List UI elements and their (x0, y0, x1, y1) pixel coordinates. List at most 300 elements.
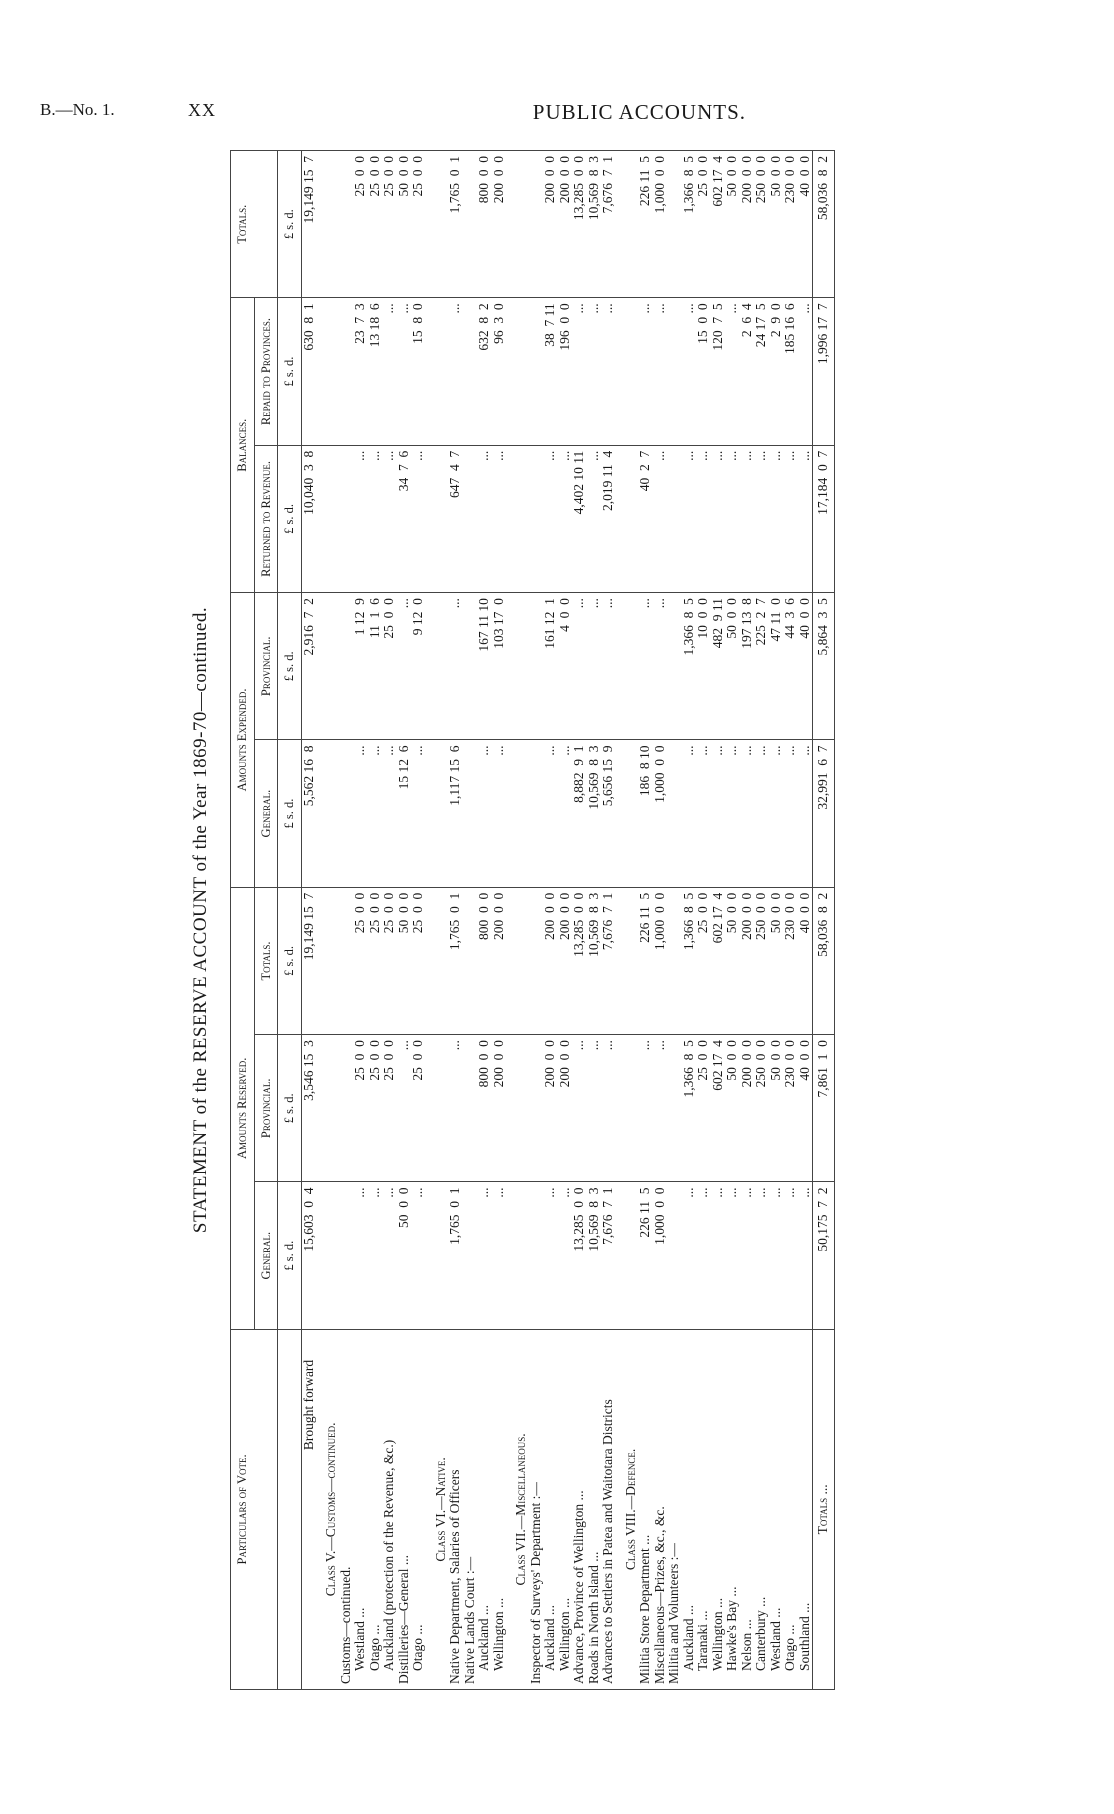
table-row (558, 151, 573, 1690)
vote-particulars: Brought forward (301, 1329, 316, 1689)
amount-cell (339, 298, 354, 445)
amount-cell: ... (477, 445, 492, 592)
amount-cell: 50 0 0 (769, 1035, 784, 1182)
amount-cell: ... (769, 1182, 784, 1329)
expended-header: Amounts Expended. (231, 593, 255, 888)
amount-cell: 200 0 0 (543, 151, 558, 298)
amount-cell: ... (492, 1182, 507, 1329)
amount-cell: ... (572, 298, 587, 445)
amount-cell: 50 0 0 (725, 593, 740, 740)
amount-cell: 230 0 0 (783, 1035, 798, 1182)
amount-cell: 186 8 10 (638, 740, 653, 887)
reserved-totals-header: Totals. (254, 887, 278, 1034)
amount-cell: 185 16 6 (783, 298, 798, 445)
vote-particulars: Distilleries—General ... (397, 1329, 412, 1689)
amount-cell (667, 445, 682, 592)
amount-cell: 38 7 11 (543, 298, 558, 445)
amount-cell: 25 0 0 (411, 151, 426, 298)
amount-cell: 1,000 0 0 (653, 887, 668, 1034)
statement-title: STATEMENT of the RESERVE ACCOUNT of the Year 1869-70—continued. (190, 606, 211, 1234)
vote-particulars: Hawke's Bay ... (725, 1329, 740, 1689)
amount-cell: 15 8 0 (411, 298, 426, 445)
amount-cell: 800 0 0 (477, 1035, 492, 1182)
amount-cell: ... (397, 593, 412, 740)
report-reference: B.—No. 1. (40, 100, 115, 119)
vote-particulars: Advance, Province of Wellington ... (572, 1329, 587, 1689)
amount-cell: 2 9 0 (769, 298, 784, 445)
amount-cell: 50 0 0 (397, 151, 412, 298)
amount-cell: ... (682, 298, 697, 445)
totals-label: Totals ... (813, 1329, 835, 1689)
returned-header: Returned to Revenue. (254, 445, 278, 592)
table-row (368, 151, 383, 1690)
table-row (769, 151, 784, 1690)
amount-cell: ... (601, 298, 616, 445)
amount-cell: 25 0 0 (368, 151, 383, 298)
amount-cell: 647 4 7 (448, 445, 463, 592)
amount-cell: 4 0 0 (558, 593, 573, 740)
amount-cell: 25 0 0 (368, 887, 383, 1034)
amount-cell: 226 11 5 (638, 151, 653, 298)
table-row (696, 151, 711, 1690)
amount-cell: ... (740, 445, 755, 592)
amount-cell (339, 740, 354, 887)
amount-cell (529, 740, 544, 887)
amount-cell: 800 0 0 (477, 151, 492, 298)
amount-cell: 25 0 0 (696, 151, 711, 298)
amount-cell: 225 2 7 (754, 593, 769, 740)
class-heading-row (616, 151, 639, 1690)
amount-cell: ... (769, 740, 784, 887)
amount-cell (463, 1035, 478, 1182)
amount-cell: 13,285 0 0 (572, 1182, 587, 1329)
amount-cell (426, 887, 449, 1034)
amount-cell: ... (653, 1035, 668, 1182)
table-row (682, 151, 697, 1690)
amount-cell: ... (754, 740, 769, 887)
amount-cell: 200 0 0 (740, 887, 755, 1034)
amount-cell: 24 17 5 (754, 298, 769, 445)
amount-cell (667, 1035, 682, 1182)
amount-cell: ... (587, 298, 602, 445)
amount-cell: 40 0 0 (798, 593, 813, 740)
amount-cell: 602 17 4 (711, 887, 726, 1034)
amount-cell: ... (382, 740, 397, 887)
amount-cell (616, 1035, 639, 1182)
amount-cell: ... (477, 1182, 492, 1329)
amount-cell: ... (653, 298, 668, 445)
vote-particulars: Westland ... (353, 1329, 368, 1689)
amount-cell: ... (368, 1182, 383, 1329)
totals-cell: 1,996 17 7 (813, 298, 835, 445)
amount-cell: 230 0 0 (783, 151, 798, 298)
vote-particulars: Class VI.—Native. (426, 1329, 449, 1689)
amount-cell: 200 0 0 (543, 887, 558, 1034)
amount-cell (616, 298, 639, 445)
vote-particulars: Roads in North Island ... (587, 1329, 602, 1689)
amount-cell: ... (587, 445, 602, 592)
amount-cell (339, 151, 354, 298)
amount-cell (529, 887, 544, 1034)
amount-cell: 13,285 0 0 (572, 151, 587, 298)
amount-cell: 200 0 0 (740, 151, 755, 298)
amount-cell (463, 298, 478, 445)
amount-cell: ... (711, 1182, 726, 1329)
vote-particulars: Native Department, Salaries of Officers (448, 1329, 463, 1689)
amount-cell (529, 1035, 544, 1182)
table-row (382, 151, 397, 1690)
vote-particulars: Taranaki ... (696, 1329, 711, 1689)
amount-cell: ... (558, 1182, 573, 1329)
amount-cell: ... (492, 445, 507, 592)
amount-cell: ... (448, 593, 463, 740)
amount-cell: 1 12 9 (353, 593, 368, 740)
amount-cell: 15 12 6 (397, 740, 412, 887)
amount-cell (339, 593, 354, 740)
amount-cell: ... (682, 740, 697, 887)
vote-particulars: Auckland ... (682, 1329, 697, 1689)
amount-cell: 4,402 10 11 (572, 445, 587, 592)
amount-cell: ... (783, 1182, 798, 1329)
amount-cell: 3,546 15 3 (301, 1035, 316, 1182)
amount-cell: ... (725, 298, 740, 445)
amount-cell: 19,149 15 7 (301, 151, 316, 298)
vote-particulars: Auckland ... (543, 1329, 558, 1689)
amount-cell: 7,676 7 1 (601, 151, 616, 298)
amount-cell: ... (601, 593, 616, 740)
repaid-header: Repaid to Provinces. (254, 298, 278, 445)
totals-cell: 50,175 7 2 (813, 1182, 835, 1329)
amount-cell: ... (711, 740, 726, 887)
table-row (339, 151, 354, 1690)
amount-cell (616, 887, 639, 1034)
table-row (411, 151, 426, 1690)
amount-cell: 250 0 0 (754, 151, 769, 298)
amount-cell (529, 445, 544, 592)
vote-particulars: Miscellaneous—Prizes, &c., &c. (653, 1329, 668, 1689)
amount-cell: 7,676 7 1 (601, 887, 616, 1034)
amount-cell: 1,366 8 5 (682, 1035, 697, 1182)
vote-particulars: Canterbury ... (754, 1329, 769, 1689)
amount-cell (616, 740, 639, 887)
amount-cell (616, 445, 639, 592)
amount-cell (316, 1182, 339, 1329)
amount-cell: 250 0 0 (754, 1035, 769, 1182)
table-row (353, 151, 368, 1690)
amount-cell: 1,765 0 1 (448, 887, 463, 1034)
amount-cell (426, 593, 449, 740)
amount-cell: 632 8 2 (477, 298, 492, 445)
amount-cell (529, 298, 544, 445)
amount-cell: 10,040 3 8 (301, 445, 316, 592)
amount-cell: 50 0 0 (397, 1182, 412, 1329)
vote-particulars: Wellington ... (492, 1329, 507, 1689)
vote-particulars: Southland ... (798, 1329, 813, 1689)
unit-label: £ s. d. (278, 151, 302, 298)
amount-cell: 25 0 0 (696, 887, 711, 1034)
amount-cell: ... (638, 593, 653, 740)
amount-cell: ... (711, 445, 726, 592)
amount-cell: ... (492, 740, 507, 887)
amount-cell: 200 0 0 (492, 887, 507, 1034)
amount-cell: ... (682, 445, 697, 592)
amount-cell (426, 1035, 449, 1182)
amount-cell: 25 0 0 (353, 887, 368, 1034)
unit-label: £ s. d. (278, 593, 302, 740)
amount-cell: 40 0 0 (798, 151, 813, 298)
table-row (477, 151, 492, 1690)
amount-cell (616, 593, 639, 740)
amount-cell: 9 12 0 (411, 593, 426, 740)
vote-particulars: Auckland (protection of the Revenue, &c.) (382, 1329, 397, 1689)
amount-cell: ... (653, 593, 668, 740)
amount-cell: ... (725, 445, 740, 592)
amount-cell (506, 445, 529, 592)
amount-cell: 197 13 8 (740, 593, 755, 740)
reserve-account-table (230, 150, 835, 1690)
amount-cell: 1,117 15 6 (448, 740, 463, 887)
amount-cell (506, 1182, 529, 1329)
table-row (463, 151, 478, 1690)
amount-cell: 44 3 6 (783, 593, 798, 740)
amount-cell: 40 2 7 (638, 445, 653, 592)
amount-cell: ... (368, 445, 383, 592)
amount-cell: 23 7 3 (353, 298, 368, 445)
amount-cell: ... (558, 740, 573, 887)
amount-cell: 15,603 0 4 (301, 1182, 316, 1329)
table-row (783, 151, 798, 1690)
class-heading-row (316, 151, 339, 1690)
amount-cell: 50 0 0 (725, 887, 740, 1034)
amount-cell (463, 445, 478, 592)
amount-cell: 5,562 16 8 (301, 740, 316, 887)
amount-cell (463, 151, 478, 298)
amount-cell: ... (638, 298, 653, 445)
amount-cell (316, 887, 339, 1034)
table-row (667, 151, 682, 1690)
vote-particulars: Otago ... (368, 1329, 383, 1689)
amount-cell: 47 11 0 (769, 593, 784, 740)
amount-cell: 50 0 0 (397, 887, 412, 1034)
amount-cell: ... (382, 1182, 397, 1329)
amount-cell: ... (353, 1182, 368, 1329)
balances-header: Balances. (231, 298, 255, 593)
amount-cell: ... (798, 445, 813, 592)
grand-totals-header: Totals. (231, 151, 278, 298)
unit-label: £ s. d. (278, 1182, 302, 1329)
amount-cell: 8,882 9 1 (572, 740, 587, 887)
table-row (448, 151, 463, 1690)
expended-general-header: General. (254, 740, 278, 887)
table-row (529, 151, 544, 1690)
rotated-statement (190, 150, 1080, 1690)
amount-cell: 10,569 8 3 (587, 887, 602, 1034)
amount-cell: 200 0 0 (558, 1035, 573, 1182)
table-row (601, 151, 616, 1690)
amount-cell (426, 151, 449, 298)
totals-cell: 58,036 8 2 (813, 887, 835, 1034)
amount-cell: 2,916 7 2 (301, 593, 316, 740)
amount-cell (316, 151, 339, 298)
amount-cell: 1,765 0 1 (448, 1182, 463, 1329)
table-row (397, 151, 412, 1690)
amount-cell (339, 1035, 354, 1182)
amount-cell (339, 1182, 354, 1329)
amount-cell: ... (798, 1182, 813, 1329)
vote-particulars: Advances to Settlers in Patea and Waitotara Districts (601, 1329, 616, 1689)
amount-cell: 19,149 15 7 (301, 887, 316, 1034)
totals-cell: 5,864 3 5 (813, 593, 835, 740)
amount-cell (506, 151, 529, 298)
amount-cell: 7,676 7 1 (601, 1182, 616, 1329)
vote-particulars: Class VIII.—Defence. (616, 1329, 639, 1689)
amount-cell: 230 0 0 (783, 887, 798, 1034)
amount-cell (426, 740, 449, 887)
reserved-provincial-header: Provincial. (254, 1035, 278, 1182)
amount-cell: 482 9 11 (711, 593, 726, 740)
amount-cell (616, 151, 639, 298)
vote-particulars: Otago ... (411, 1329, 426, 1689)
amount-cell: 250 0 0 (754, 887, 769, 1034)
table-row (740, 151, 755, 1690)
amount-cell: 1,366 8 5 (682, 151, 697, 298)
amount-cell: ... (725, 740, 740, 887)
amount-cell: ... (397, 1035, 412, 1182)
amount-cell: 200 0 0 (558, 887, 573, 1034)
amount-cell (667, 887, 682, 1034)
amount-cell: 226 11 5 (638, 887, 653, 1034)
amount-cell: 602 17 4 (711, 1035, 726, 1182)
amount-cell (506, 298, 529, 445)
amount-cell: ... (587, 593, 602, 740)
amount-cell: 103 17 0 (492, 593, 507, 740)
amount-cell (426, 298, 449, 445)
amount-cell (339, 445, 354, 592)
amount-cell: ... (783, 445, 798, 592)
amount-cell (616, 1182, 639, 1329)
amount-cell (667, 1182, 682, 1329)
amount-cell: ... (382, 298, 397, 445)
amount-cell: ... (477, 740, 492, 887)
amount-cell: 13 18 6 (368, 298, 383, 445)
particulars-header: Particulars of Vote. (231, 1329, 278, 1689)
amount-cell: 800 0 0 (477, 887, 492, 1034)
amount-cell: 602 17 4 (711, 151, 726, 298)
amount-cell: 50 0 0 (725, 151, 740, 298)
amount-cell: 200 0 0 (492, 1035, 507, 1182)
amount-cell (667, 298, 682, 445)
reserved-header: Amounts Reserved. (231, 887, 255, 1329)
amount-cell: 25 0 0 (382, 887, 397, 1034)
amount-cell: 50 0 0 (769, 887, 784, 1034)
amount-cell: ... (587, 1035, 602, 1182)
amount-cell: 2,019 11 4 (601, 445, 616, 592)
vote-particulars: Auckland ... (477, 1329, 492, 1689)
vote-particulars: Militia and Volunteers :— (667, 1329, 682, 1689)
amount-cell (667, 151, 682, 298)
amount-cell: 96 3 0 (492, 298, 507, 445)
vote-particulars: Inspector of Surveys' Department :— (529, 1329, 544, 1689)
amount-cell: 200 0 0 (558, 151, 573, 298)
amount-cell: 196 0 0 (558, 298, 573, 445)
unit-label: £ s. d. (278, 887, 302, 1034)
amount-cell: ... (353, 445, 368, 592)
amount-cell: ... (798, 740, 813, 887)
amount-cell: 25 0 0 (382, 1035, 397, 1182)
amount-cell: ... (558, 445, 573, 592)
amount-cell: 226 11 5 (638, 1182, 653, 1329)
totals-cell: 17,184 0 7 (813, 445, 835, 592)
amount-cell: 34 7 6 (397, 445, 412, 592)
amount-cell: 25 0 0 (411, 1035, 426, 1182)
amount-cell: 200 0 0 (492, 151, 507, 298)
table-row (711, 151, 726, 1690)
table-row (653, 151, 668, 1690)
table-row (587, 151, 602, 1690)
amount-cell: ... (696, 445, 711, 592)
amount-cell (316, 593, 339, 740)
amount-cell (316, 1035, 339, 1182)
amount-cell: ... (411, 1182, 426, 1329)
vote-particulars: Class VII.—Miscellaneous. (506, 1329, 529, 1689)
amount-cell: ... (653, 445, 668, 592)
amount-cell: 1,000 0 0 (653, 1182, 668, 1329)
amount-cell: ... (411, 740, 426, 887)
amount-cell: ... (448, 298, 463, 445)
amount-cell (506, 1035, 529, 1182)
amount-cell: ... (783, 740, 798, 887)
amount-cell: ... (397, 298, 412, 445)
amount-cell: 10,569 8 3 (587, 740, 602, 887)
amount-cell: 5,656 15 9 (601, 740, 616, 887)
amount-cell: 25 0 0 (353, 1035, 368, 1182)
amount-cell: ... (368, 740, 383, 887)
page-number: XX (188, 100, 216, 120)
amount-cell: 11 1 6 (368, 593, 383, 740)
amount-cell: 1,366 8 5 (682, 887, 697, 1034)
amount-cell: ... (696, 740, 711, 887)
table-row (543, 151, 558, 1690)
amount-cell: ... (411, 445, 426, 592)
vote-particulars: Otago ... (783, 1329, 798, 1689)
amount-cell: 1,000 0 0 (653, 740, 668, 887)
table-body (301, 151, 813, 1690)
vote-particulars: Westland ... (769, 1329, 784, 1689)
amount-cell: ... (740, 1182, 755, 1329)
amount-cell: 50 0 0 (769, 151, 784, 298)
table-row (492, 151, 507, 1690)
amount-cell (506, 593, 529, 740)
amount-cell (316, 298, 339, 445)
amount-cell: ... (382, 445, 397, 592)
amount-cell: ... (601, 1035, 616, 1182)
amount-cell: 10,569 8 3 (587, 1182, 602, 1329)
amount-cell: ... (754, 1182, 769, 1329)
amount-cell: 15 0 0 (696, 298, 711, 445)
amount-cell: 25 0 0 (411, 887, 426, 1034)
amount-cell: 200 0 0 (543, 1035, 558, 1182)
amount-cell (463, 740, 478, 887)
amount-cell (463, 1182, 478, 1329)
amount-cell: 10,569 8 3 (587, 151, 602, 298)
totals-cell: 58,036 8 2 (813, 151, 835, 298)
amount-cell: 25 0 0 (368, 1035, 383, 1182)
amount-cell: 25 0 0 (353, 151, 368, 298)
vote-particulars: Native Lands Court :— (463, 1329, 478, 1689)
amount-cell: 161 12 1 (543, 593, 558, 740)
amount-cell: ... (638, 1035, 653, 1182)
table-row (572, 151, 587, 1690)
